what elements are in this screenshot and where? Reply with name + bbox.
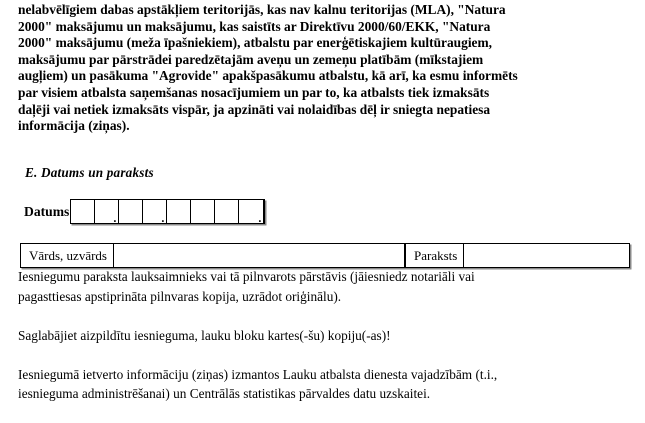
name-input[interactable] (114, 244, 404, 267)
date-cell[interactable] (215, 200, 239, 223)
date-cell[interactable] (95, 200, 119, 223)
signature-field-label: Paraksts (406, 244, 464, 267)
section-heading: E. Datums un paraksts (25, 165, 154, 180)
date-cell-separator: . (113, 211, 117, 225)
note-data-usage-head: Iesniegumā ietverto informāciju (ziņas) izmantos Lauku atbalsta dienesta vajadzībām (t.i., (18, 366, 498, 382)
note-data-usage (18, 365, 631, 404)
declaration-line-8: informācija (ziņas). (18, 118, 130, 134)
date-cell[interactable] (191, 200, 215, 223)
date-cell[interactable] (143, 200, 167, 223)
declaration-line-3: 2000" maksājumu (meža īpašniekiem), atbalstu par enerģētiskajiem kultūraugiem, (18, 35, 492, 51)
date-input-grid[interactable] (70, 199, 265, 224)
declaration-paragraph (18, 2, 627, 135)
name-field-label: Vārds, uzvārds (21, 244, 114, 267)
date-cell-separator: . (161, 211, 165, 225)
declaration-line-7: daļēji vai netiek izmaksāts vispār, ja apzināti vai nolaidības dēļ ir sniegta nepatiesa (18, 101, 491, 117)
note-data-usage-tail: iesnieguma administrēšanai) un Centrālās statistikas pārvaldes datu uzskaitei. (18, 386, 431, 402)
note-signing-authority-head: Iesniegumu paraksta lauksaimnieks vai tā pilnvarots pārstāvis (jāiesniedz notariāli vai (18, 269, 475, 284)
name-field-box[interactable] (20, 243, 405, 268)
declaration-line-6: par visiem atbalsta saņemšanas nosacījumiem un par to, ka atbalsts tiek izmaksāts (18, 84, 490, 100)
date-field-row (24, 199, 265, 224)
signature-field-box[interactable] (405, 243, 630, 268)
signature-input[interactable] (464, 244, 629, 267)
signature-fields-row (20, 243, 630, 268)
notes-block (18, 267, 631, 423)
date-cell[interactable] (119, 200, 143, 223)
declaration-line-2: 2000" maksājumu un maksājumu, kas saistīts ar Direktīvu 2000/60/EKK, "Natura (18, 18, 491, 34)
date-cell[interactable] (239, 200, 263, 223)
declaration-line-1: nelabvēlīgiem dabas apstākļiem teritorijās, kas nav kalnu teritorijas (MLA), "Natura (18, 2, 506, 17)
declaration-line-5: augļiem) un pasākuma "Agrovide" apakšpasākumu atbalstu, kā arī, ka esmu informēts (18, 68, 518, 84)
note-signing-authority (18, 267, 631, 306)
date-cell[interactable] (71, 200, 95, 223)
date-cell[interactable] (167, 200, 191, 223)
date-cell-separator: . (258, 211, 262, 225)
date-label: Datums (24, 204, 70, 219)
note-keep-copies: Saglabājiet aizpildītu iesnieguma, lauku bloku kartes(-šu) kopiju(-as)! (18, 327, 391, 343)
declaration-line-4: maksājumu par pārstrādei paredzētajām aveņu un zemeņu platībām (mīkstajiem (18, 51, 484, 67)
note-signing-authority-tail: pagasttiesas apstiprināta pilnvaras kopija, uzrādot oriģinālu). (18, 288, 342, 304)
